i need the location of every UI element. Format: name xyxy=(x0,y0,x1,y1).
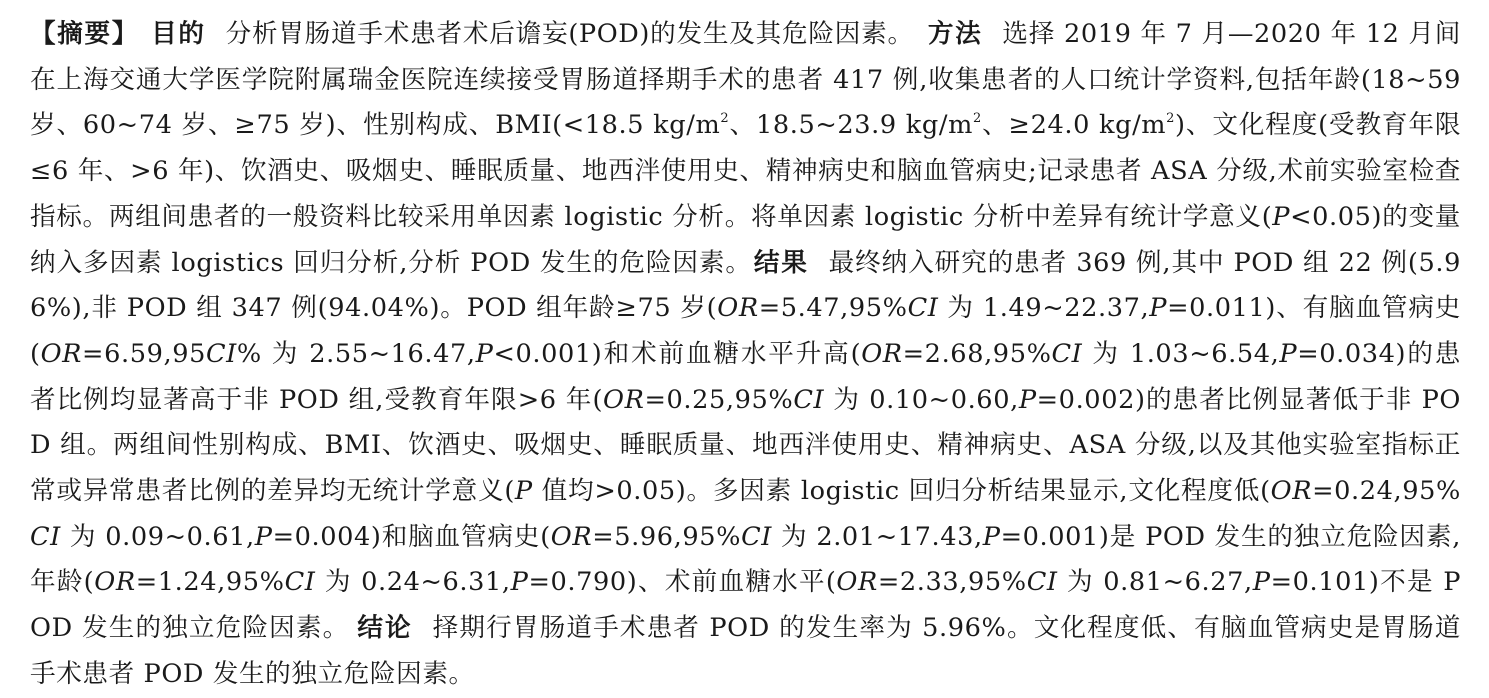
results-text: 为 0.09~0.61, xyxy=(60,521,255,552)
results-text: =0.790)、术前血糖水平( xyxy=(528,567,837,598)
results-text: =0.034)的患者比例均显著高于非 POD 组,受教育年限>6 年( xyxy=(30,338,1461,415)
p-symbol: P xyxy=(1279,338,1298,369)
p-symbol: P xyxy=(1149,293,1168,324)
or-symbol: OR xyxy=(603,384,645,415)
objective-label: 目的 xyxy=(151,19,206,49)
conclusion-label: 结论 xyxy=(357,613,413,644)
results-text: =5.96,95% xyxy=(592,521,742,552)
p-symbol: P xyxy=(982,521,1001,552)
results-text: =0.24,95% xyxy=(1312,476,1461,507)
results-text: =0.011)、有脑血管病史( xyxy=(30,293,1461,369)
superscript: 2 xyxy=(972,111,982,127)
results-text: 为 2.01~17.43, xyxy=(772,521,983,552)
or-symbol: OR xyxy=(861,338,903,369)
results-text: 为 0.81~6.27, xyxy=(1057,567,1253,598)
results-text: =5.47,95% xyxy=(758,293,908,324)
p-symbol: P xyxy=(510,567,529,598)
results-text: 为 0.10~0.60, xyxy=(824,384,1019,415)
or-symbol: OR xyxy=(1270,476,1313,507)
abstract-label: 【摘要】 xyxy=(30,19,140,49)
or-symbol: OR xyxy=(550,521,593,552)
results-text: =0.001)是 POD 发生的独立危险因素,年龄( xyxy=(30,521,1461,598)
ci-symbol: CI xyxy=(1026,567,1058,598)
results-text: <0.001)和术前血糖水平升高( xyxy=(493,338,862,369)
results-text: % 为 2.55~16.47, xyxy=(236,338,476,369)
or-symbol: OR xyxy=(836,567,878,598)
results-text: =1.24,95% xyxy=(135,567,285,598)
results-text: =2.68,95% xyxy=(902,338,1052,369)
results-text: 为 1.49~22.37, xyxy=(938,293,1150,324)
or-symbol: OR xyxy=(717,293,759,324)
ci-symbol: CI xyxy=(741,521,772,552)
superscript: 2 xyxy=(720,111,730,127)
methods-text: 、≥24.0 kg/m xyxy=(981,110,1167,141)
methods-text: )、文化程度(受教育年限≤6 年、>6 年)、饮酒史、吸烟史、睡眠质量、地西泮使用史、精神病史和脑血管病史;记录患者 ASA 分级,术前实验室检查指标。两组间患者的一般资料比较采用单因素 logistic 分析。将单因素 logistic 分析中差异有统计学意义( xyxy=(30,110,1462,232)
results-text: =0.004)和脑血管病史( xyxy=(272,521,551,552)
results-text: =0.002)的患者比例显著低于非 POD 组。两组间性别构成、BMI、饮酒史、吸烟史、睡眠质量、地西泮使用史、精神病史、ASA 分级,以及其他实验室指标正常或异常患者比例的差异均无统计学意义( xyxy=(30,384,1461,507)
results-text: 值均>0.05)。多因素 logistic 回归分析结果显示,文化程度低( xyxy=(532,476,1271,507)
results-label: 结果 xyxy=(753,247,809,278)
ci-symbol: CI xyxy=(284,567,316,598)
superscript: 2 xyxy=(1166,111,1176,127)
results-text: =0.101)不是 POD 发生的独立危险因素。 xyxy=(30,567,1462,644)
ci-symbol: CI xyxy=(205,338,237,369)
p-symbol: P xyxy=(1018,384,1037,415)
ci-symbol: CI xyxy=(30,521,61,552)
results-text: =0.25,95% xyxy=(644,384,794,415)
ci-symbol: CI xyxy=(907,293,939,324)
or-symbol: OR xyxy=(40,338,83,369)
methods-label: 方法 xyxy=(927,19,983,49)
methods-text: <0.05)的变量纳入多因素 logistics 回归分析,分析 POD 发生的危险因素。 xyxy=(30,201,1461,278)
methods-text: 、18.5~23.9 kg/m xyxy=(729,110,973,141)
p-symbol: P xyxy=(1252,567,1271,598)
p-symbol: P xyxy=(514,476,533,507)
results-text: 为 1.03~6.54, xyxy=(1082,338,1280,369)
p-symbol: P xyxy=(475,338,494,369)
p-symbol: P xyxy=(254,521,273,552)
results-text: 为 0.24~6.31, xyxy=(315,567,511,598)
ci-symbol: CI xyxy=(793,384,825,415)
results-text: 最终纳入研究的患者 369 例,其中 POD 组 22 例(5.96%),非 POD 组 347 例(94.04%)。POD 组年龄≥75 岁( xyxy=(30,247,1461,324)
p-symbol: P xyxy=(1272,201,1291,232)
results-text: =2.33,95% xyxy=(877,567,1027,598)
methods-text: 选择 2019 年 7 月—2020 年 12 月间在上海交通大学医学院附属瑞金医院连续接受胃肠道择期手术的患者 417 例,收集患者的人口统计学资料,包括年龄(18~59 岁、60~74 岁、≥75 岁)、性别构成、BMI(<18.5 kg/m xyxy=(30,19,1461,141)
ci-symbol: CI xyxy=(1051,338,1083,369)
or-symbol: OR xyxy=(94,567,136,598)
results-text: =6.59,95 xyxy=(82,338,206,369)
conclusion-text: 择期行胃肠道手术患者 POD 的发生率为 5.96%。文化程度低、有脑血管病史是胃肠道手术患者 POD 发生的独立危险因素。 xyxy=(30,613,1461,689)
objective-text: 分析胃肠道手术患者术后谵妄(POD)的发生及其危险因素。 xyxy=(225,19,914,49)
